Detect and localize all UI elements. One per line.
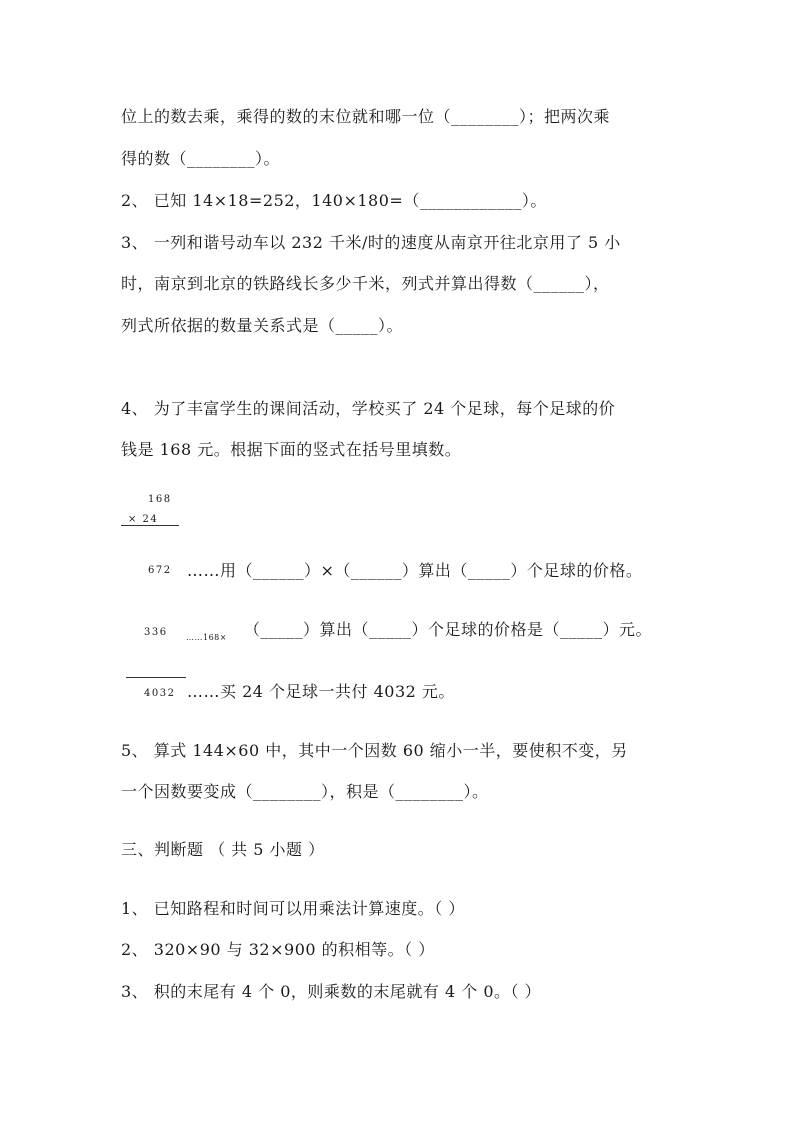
judgement-2: 2、 320×90 与 32×900 的积相等。（ ）	[121, 940, 435, 959]
section-3-heading: 三、判断题 （ 共 5 小题 ）	[121, 840, 325, 859]
question-1-continued: 位上的数去乘，乘得的数的末位就和哪一位（________）；把两次乘	[121, 107, 611, 126]
question-3-line-1: 3、 一列和谐号动车以 232 千米/时的速度从南京开往北京用了 5 小	[121, 233, 621, 252]
vertical-row-3-number: 4032	[144, 688, 176, 699]
vertical-row-3-text: ……买 24 个足球一共付 4032 元。	[187, 682, 455, 701]
vertical-rule-1	[121, 525, 179, 526]
vertical-row-2-number: 336	[144, 627, 168, 638]
question-3-line-2: 时，南京到北京的铁路线长多少千米，列式并算出得数（______），	[121, 274, 610, 293]
vertical-row-2-text: （_____）算出（_____）个足球的价格是（_____）元。	[244, 620, 653, 639]
vertical-top-number: 168	[148, 494, 172, 505]
question-3-line-3: 列式所依据的数量关系式是（_____）。	[121, 316, 404, 335]
judgement-1: 1、 已知路程和时间可以用乘法计算速度。（ ）	[121, 899, 465, 918]
judgement-3: 3、 积的末尾有 4 个 0，则乘数的末尾就有 4 个 0。（ ）	[121, 982, 542, 1001]
question-2: 2、 已知 14×18=252，140×180=（____________）。	[121, 191, 547, 210]
vertical-row-2-small: ……168×	[186, 633, 227, 642]
vertical-multiplier: × 24	[128, 514, 159, 525]
vertical-row-1-text: ……用（______）×（______）算出（_____）个足球的价格。	[187, 561, 643, 580]
vertical-rule-2	[126, 677, 186, 678]
question-1-end: 得的数（________）。	[121, 149, 281, 168]
question-5-line-1: 5、 算式 144×60 中，其中一个因数 60 缩小一半，要使积不变，另	[121, 741, 628, 760]
question-4-line-2: 钱是 168 元。根据下面的竖式在括号里填数。	[121, 440, 462, 459]
vertical-row-1-number: 672	[148, 565, 172, 576]
question-5-line-2: 一个因数要变成（________），积是（________）。	[121, 782, 489, 801]
question-4-line-1: 4、 为了丰富学生的课间活动，学校买了 24 个足球，每个足球的价	[121, 399, 616, 418]
